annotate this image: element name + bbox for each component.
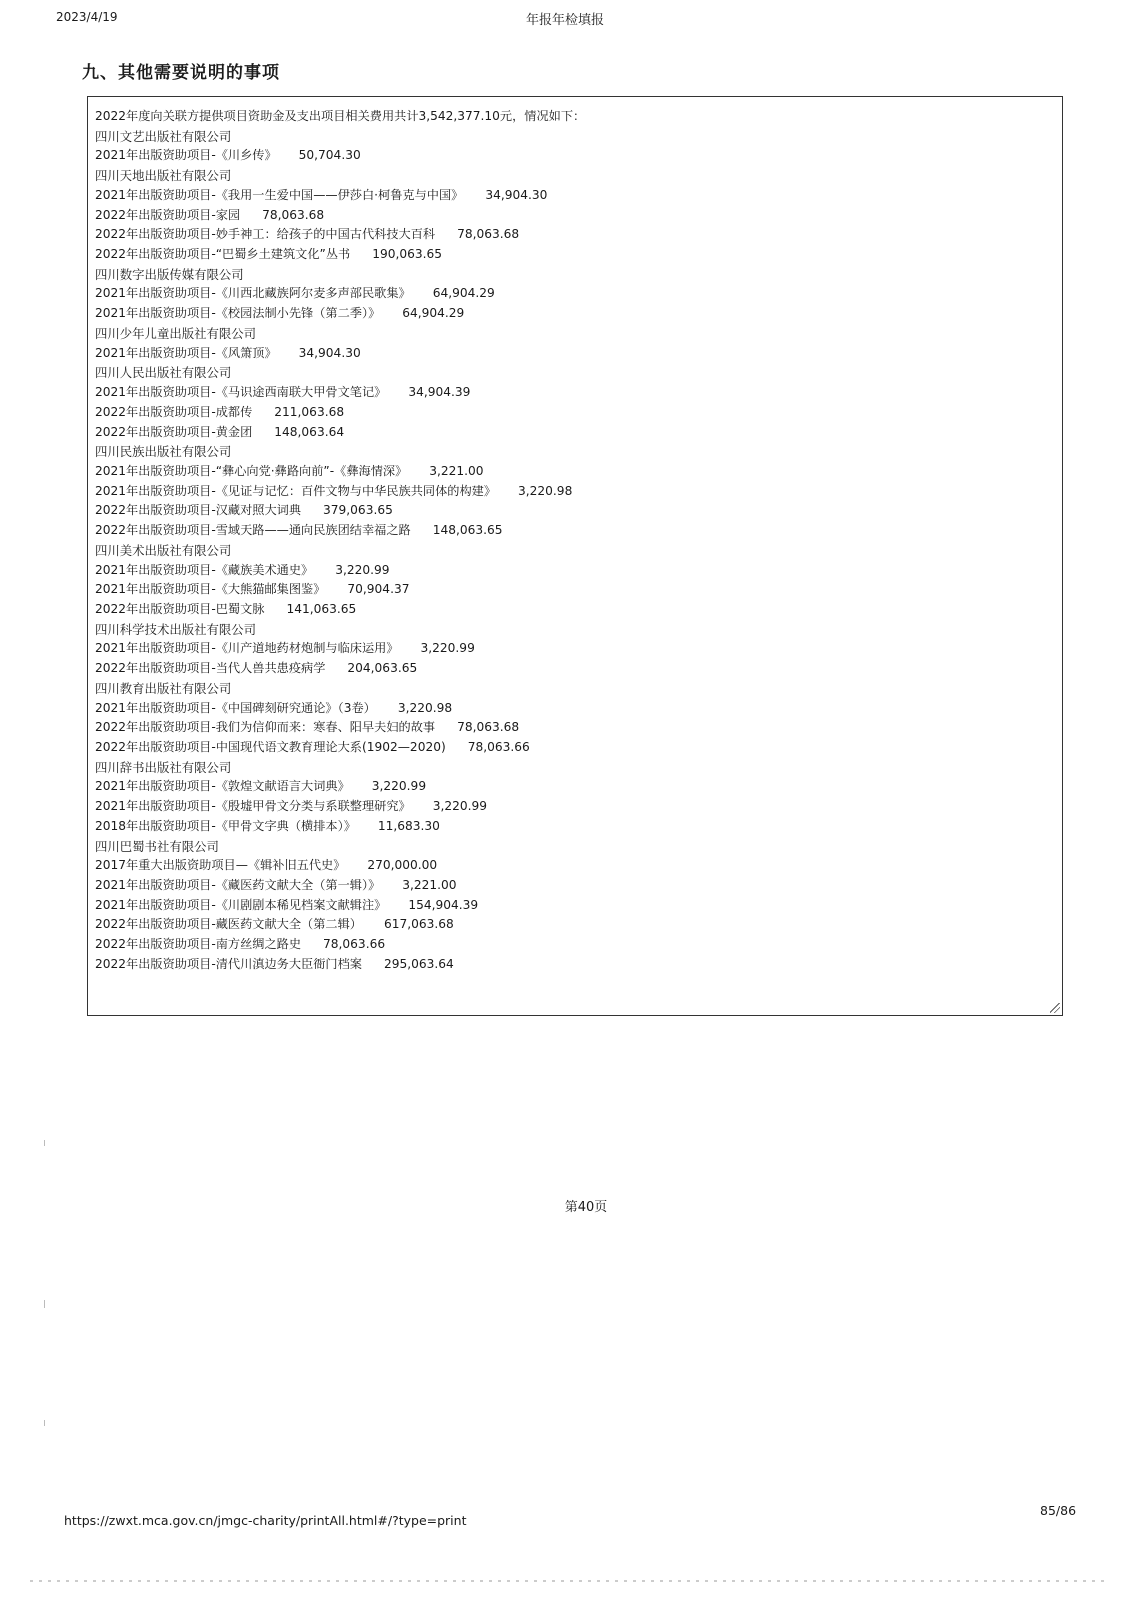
funding-item [95, 718, 1045, 738]
funding-item [95, 304, 1045, 324]
company-label: 四川天地出版社有限公司 [95, 168, 232, 184]
item-amount: 3,220.98 [397, 700, 453, 715]
funding-item [95, 876, 1045, 896]
item-amount: 64,904.29 [432, 286, 495, 301]
funding-item [95, 659, 1045, 679]
notes-textarea[interactable] [87, 96, 1063, 1016]
section-title: 九、其他需要说明的事项 [82, 63, 280, 83]
scan-mark [44, 1300, 45, 1308]
page-number: 第40页 [564, 1200, 608, 1215]
item-amount: 148,063.64 [274, 424, 345, 439]
item-amount: 154,904.39 [408, 897, 479, 912]
funding-item [95, 344, 1045, 364]
item-label: 2022年出版资助项目-黄金团 [95, 424, 253, 439]
scan-mark [44, 1420, 45, 1426]
item-label: 2021年出版资助项目-《校园法制小先锋（第二季）》 [95, 306, 381, 321]
company-name [95, 541, 1045, 561]
funding-item [95, 561, 1045, 581]
item-amount: 3,220.99 [420, 641, 475, 656]
item-label: 2021年出版资助项目-《殷墟甲骨文分类与系联整理研究》 [95, 799, 411, 814]
print-date: 2023/4/19 [56, 10, 118, 24]
item-label: 2021年出版资助项目-《川剧剧本稀见档案文献辑注》 [95, 897, 387, 912]
item-amount: 64,904.29 [402, 306, 465, 321]
company-name [95, 363, 1045, 383]
funding-item [95, 462, 1045, 482]
item-amount: 379,063.65 [323, 503, 393, 518]
item-amount: 78,063.68 [457, 720, 520, 735]
funding-item [95, 797, 1045, 817]
funding-item [95, 482, 1045, 502]
item-amount: 3,220.99 [371, 779, 427, 794]
company-name [95, 442, 1045, 462]
item-amount: 617,063.68 [383, 917, 454, 932]
item-amount: 211,063.68 [274, 404, 345, 419]
item-label: 2022年出版资助项目-藏医药文献大全（第二辑） [95, 917, 362, 932]
item-label: 2021年出版资助项目-《藏医药文献大全（第一辑）》 [95, 878, 381, 893]
funding-item [95, 817, 1045, 837]
company-name [95, 265, 1045, 285]
item-label: 2022年出版资助项目-中国现代语文教育理论大系(1902—2020) [95, 740, 446, 754]
item-amount: 190,063.65 [372, 247, 443, 262]
company-name [95, 758, 1045, 778]
item-amount: 11,683.30 [377, 818, 440, 833]
item-label: 2021年出版资助项目-《大熊猫邮集图鉴》 [95, 582, 326, 597]
company-label: 四川少年儿童出版社有限公司 [95, 325, 257, 341]
funding-item [95, 955, 1045, 975]
item-amount: 270,000.00 [367, 858, 438, 873]
item-label: 2022年出版资助项目-汉藏对照大词典 [95, 503, 302, 518]
funding-item [95, 600, 1045, 620]
item-amount: 78,063.66 [323, 937, 386, 952]
item-amount: 50,704.30 [298, 148, 361, 163]
funding-item [95, 225, 1045, 245]
company-label: 四川文艺出版社有限公司 [95, 128, 232, 144]
funding-item [95, 284, 1045, 304]
company-label: 四川巴蜀书社有限公司 [95, 838, 219, 854]
item-amount: 34,904.30 [298, 345, 361, 360]
company-label: 四川辞书出版社有限公司 [95, 759, 232, 775]
company-name [95, 620, 1045, 640]
item-label: 2022年出版资助项目-妙手神工：给孩子的中国古代科技大百科 [95, 227, 436, 242]
item-amount: 34,904.39 [408, 385, 471, 400]
item-label: 2021年出版资助项目-《风箫顶》 [95, 345, 277, 360]
company-label: 四川教育出版社有限公司 [95, 680, 232, 696]
funding-item [95, 501, 1045, 521]
item-amount: 295,063.64 [383, 956, 454, 971]
item-label: 2021年出版资助项目-《川乡传》 [95, 148, 277, 163]
item-label: 2021年出版资助项目-“彝心向党·彝路向前”-《彝海情深》 [95, 463, 408, 478]
item-label: 2021年出版资助项目-《敦煌文献语言大词典》 [95, 779, 350, 794]
company-label: 四川民族出版社有限公司 [95, 444, 232, 460]
item-amount: 3,220.98 [518, 483, 573, 498]
scan-mark [44, 1140, 45, 1146]
intro-line: 2022年度向关联方提供项目资助金及支出项目相关费用共计3,542,377.10元，情况如下： [95, 109, 586, 123]
company-label: 四川美术出版社有限公司 [95, 542, 232, 558]
company-label: 四川人民出版社有限公司 [95, 365, 232, 381]
item-label: 2022年出版资助项目-成都传 [95, 404, 253, 419]
item-amount: 3,221.00 [429, 463, 484, 478]
item-label: 2018年出版资助项目-《甲骨文字典（横排本）》 [95, 818, 356, 833]
funding-item [95, 146, 1045, 166]
company-name [95, 324, 1045, 344]
funding-item [95, 915, 1045, 935]
item-label: 2022年出版资助项目-雪域天路——通向民族团结幸福之路 [95, 523, 411, 538]
funding-item [95, 403, 1045, 423]
item-label: 2021年出版资助项目-《川西北藏族阿尔麦多声部民歌集》 [95, 286, 411, 301]
item-amount: 78,063.66 [467, 740, 530, 754]
item-label: 2022年出版资助项目-“巴蜀乡土建筑文化”丛书 [95, 247, 351, 262]
notes-content [95, 107, 1045, 975]
item-label: 2022年出版资助项目-南方丝绸之路史 [95, 937, 302, 952]
page-header-title: 年报年检填报 [525, 13, 604, 28]
item-label: 2017年重大出版资助项目—《辑补旧五代史》 [95, 858, 346, 873]
item-label: 2021年出版资助项目-《藏族美术通史》 [95, 562, 314, 577]
funding-item [95, 856, 1045, 876]
item-label: 2022年出版资助项目-我们为信仰而来：寒春、阳早夫妇的故事 [95, 720, 436, 735]
item-amount: 78,063.68 [457, 227, 520, 242]
company-name [95, 127, 1045, 147]
funding-item [95, 777, 1045, 797]
item-label: 2022年出版资助项目-家园 [95, 207, 241, 222]
company-label: 四川数字出版传媒有限公司 [95, 266, 244, 282]
item-amount: 204,063.65 [347, 661, 418, 676]
resize-grip-icon[interactable] [1050, 1003, 1060, 1013]
funding-item [95, 896, 1045, 916]
item-label: 2021年出版资助项目-《川产道地药材炮制与临床运用》 [95, 641, 399, 656]
item-label: 2021年出版资助项目-《马识途西南联大甲骨文笔记》 [95, 385, 387, 400]
funding-item [95, 580, 1045, 600]
company-label: 四川科学技术出版社有限公司 [95, 621, 257, 637]
funding-item [95, 738, 1045, 758]
funding-item [95, 186, 1045, 206]
scan-noise [30, 1580, 1110, 1582]
item-label: 2022年出版资助项目-当代人兽共患疫病学 [95, 661, 326, 676]
company-name [95, 837, 1045, 857]
item-amount: 34,904.30 [485, 187, 548, 202]
funding-item [95, 245, 1045, 265]
item-label: 2021年出版资助项目-《中国碑刻研究通论》（3卷） [95, 700, 376, 715]
item-amount: 141,063.65 [286, 601, 357, 616]
item-label: 2022年出版资助项目-清代川滇边务大臣衙门档案 [95, 956, 362, 971]
funding-item [95, 935, 1045, 955]
item-label: 2022年出版资助项目-巴蜀文脉 [95, 601, 265, 616]
item-amount: 70,904.37 [347, 582, 410, 597]
item-amount: 3,221.00 [402, 878, 457, 893]
company-name [95, 679, 1045, 699]
footer-page-count: 85/86 [1040, 1503, 1077, 1518]
funding-item [95, 521, 1045, 541]
item-amount: 3,220.99 [432, 799, 488, 814]
footer-url: https://zwxt.mca.gov.cn/jmgc-charity/printAll.html#/?type=print [64, 1513, 467, 1528]
item-amount: 3,220.99 [335, 562, 390, 577]
item-label: 2021年出版资助项目-《见证与记忆：百件文物与中华民族共同体的构建》 [95, 483, 497, 498]
funding-item [95, 639, 1045, 659]
item-amount: 148,063.65 [432, 523, 503, 538]
item-label: 2021年出版资助项目-《我用一生爱中国——伊莎白·柯鲁克与中国》 [95, 187, 464, 202]
funding-item [95, 423, 1045, 443]
item-amount: 78,063.68 [262, 207, 325, 222]
funding-item [95, 383, 1045, 403]
funding-item [95, 206, 1045, 226]
company-name [95, 166, 1045, 186]
funding-item [95, 699, 1045, 719]
